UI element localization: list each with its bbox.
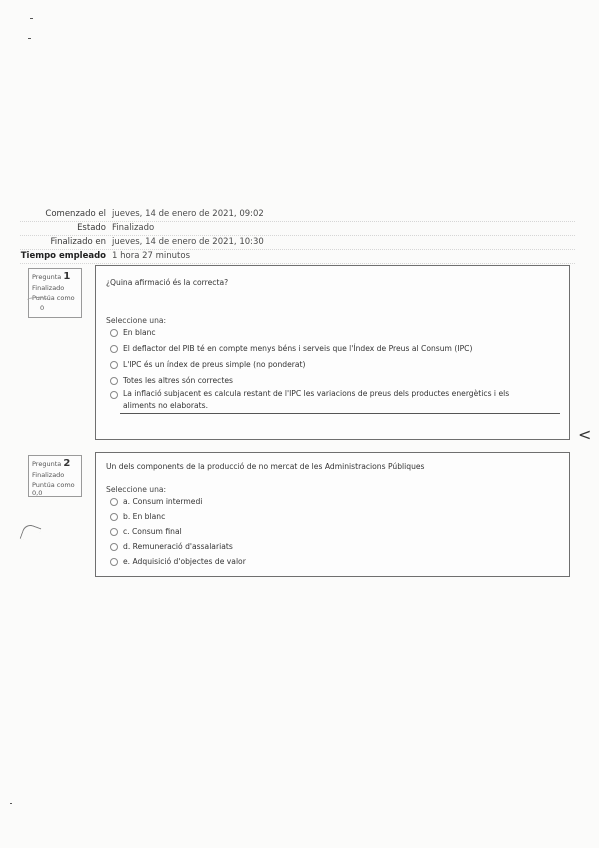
attempt-summary bbox=[20, 208, 575, 264]
answer-option[interactable] bbox=[110, 512, 165, 521]
answer-option[interactable] bbox=[110, 344, 472, 353]
summary-row-started bbox=[20, 208, 575, 222]
answer-option[interactable] bbox=[110, 388, 540, 412]
summary-value: 1 hora 27 minutos bbox=[112, 251, 190, 261]
option-label: Totes les altres són correctes bbox=[123, 376, 233, 385]
scan-speck bbox=[30, 18, 33, 19]
option-label: c. Consum final bbox=[123, 527, 182, 536]
answer-option[interactable] bbox=[110, 376, 233, 385]
question-mark-value: 0 bbox=[40, 304, 45, 312]
summary-value: Finalizado bbox=[112, 223, 155, 233]
scan-speck bbox=[28, 38, 31, 39]
question-status: Finalizado bbox=[32, 284, 65, 292]
radio-button[interactable] bbox=[110, 345, 118, 353]
radio-button[interactable] bbox=[110, 558, 118, 566]
summary-row-state bbox=[20, 222, 575, 236]
question-number-value: 2 bbox=[63, 458, 71, 469]
answer-option[interactable] bbox=[110, 497, 202, 506]
summary-label: Estado bbox=[77, 223, 106, 233]
question-mark-label: Puntúa como bbox=[32, 481, 75, 489]
question-prefix: Pregunta bbox=[32, 273, 62, 281]
radio-button[interactable] bbox=[110, 543, 118, 551]
select-one-label: Seleccione una: bbox=[106, 485, 167, 494]
question-text: Un dels components de la producció de no mercat de les Administracions Públiques bbox=[106, 462, 425, 471]
radio-button[interactable] bbox=[110, 329, 118, 337]
answer-underline bbox=[120, 413, 560, 414]
question-mark-label: Puntúa como bbox=[32, 294, 75, 302]
chevron-left-icon[interactable]: < bbox=[578, 425, 592, 444]
answer-option[interactable] bbox=[110, 360, 305, 369]
answer-option[interactable] bbox=[110, 328, 156, 337]
summary-value: jueves, 14 de enero de 2021, 09:02 bbox=[112, 209, 264, 219]
question-mark-value: 0,0 bbox=[32, 489, 43, 497]
summary-label: Tiempo empleado bbox=[20, 251, 106, 261]
question-prefix: Pregunta bbox=[32, 460, 62, 468]
option-label: a. Consum intermedi bbox=[123, 497, 203, 506]
question-2-content bbox=[95, 452, 570, 577]
question-status: Finalizado bbox=[32, 471, 65, 479]
question-1-info bbox=[28, 268, 82, 318]
question-number-value: 1 bbox=[63, 271, 71, 282]
select-one-label: Seleccione una: bbox=[106, 316, 167, 325]
scan-speck bbox=[10, 803, 12, 804]
scan-mark bbox=[20, 523, 42, 545]
summary-label: Comenzado el bbox=[45, 209, 106, 219]
question-2-info bbox=[28, 455, 82, 497]
radio-button[interactable] bbox=[110, 528, 118, 536]
question-1-content bbox=[95, 265, 570, 440]
radio-button[interactable] bbox=[110, 391, 118, 399]
option-label: L'IPC és un índex de preus simple (no ponderat) bbox=[123, 360, 306, 369]
answer-option[interactable] bbox=[110, 557, 246, 566]
summary-row-time bbox=[20, 250, 575, 264]
option-label: d. Remuneració d'assalariats bbox=[123, 542, 233, 551]
option-label: b. En blanc bbox=[123, 512, 166, 521]
option-label: e. Adquisició d'objectes de valor bbox=[123, 557, 246, 566]
summary-row-finished bbox=[20, 236, 575, 250]
option-label: En blanc bbox=[123, 328, 156, 337]
radio-button[interactable] bbox=[110, 498, 118, 506]
question-number bbox=[32, 458, 78, 469]
answer-option[interactable] bbox=[110, 527, 182, 536]
radio-button[interactable] bbox=[110, 377, 118, 385]
question-text: ¿Quina afirmació és la correcta? bbox=[106, 278, 229, 287]
question-number bbox=[32, 271, 78, 282]
summary-value: jueves, 14 de enero de 2021, 10:30 bbox=[112, 237, 264, 247]
radio-button[interactable] bbox=[110, 361, 118, 369]
option-label: La inflació subjacent es calcula restant de l'IPC les variacions de preus dels productes energètics i els aliments no elaborats. bbox=[123, 389, 510, 410]
radio-button[interactable] bbox=[110, 513, 118, 521]
summary-label: Finalizado en bbox=[50, 237, 106, 247]
scan-smudge bbox=[27, 297, 49, 303]
answer-option[interactable] bbox=[110, 542, 233, 551]
option-label: El deflactor del PIB té en compte menys béns i serveis que l'Índex de Preus al Consum (IPC) bbox=[123, 344, 473, 353]
